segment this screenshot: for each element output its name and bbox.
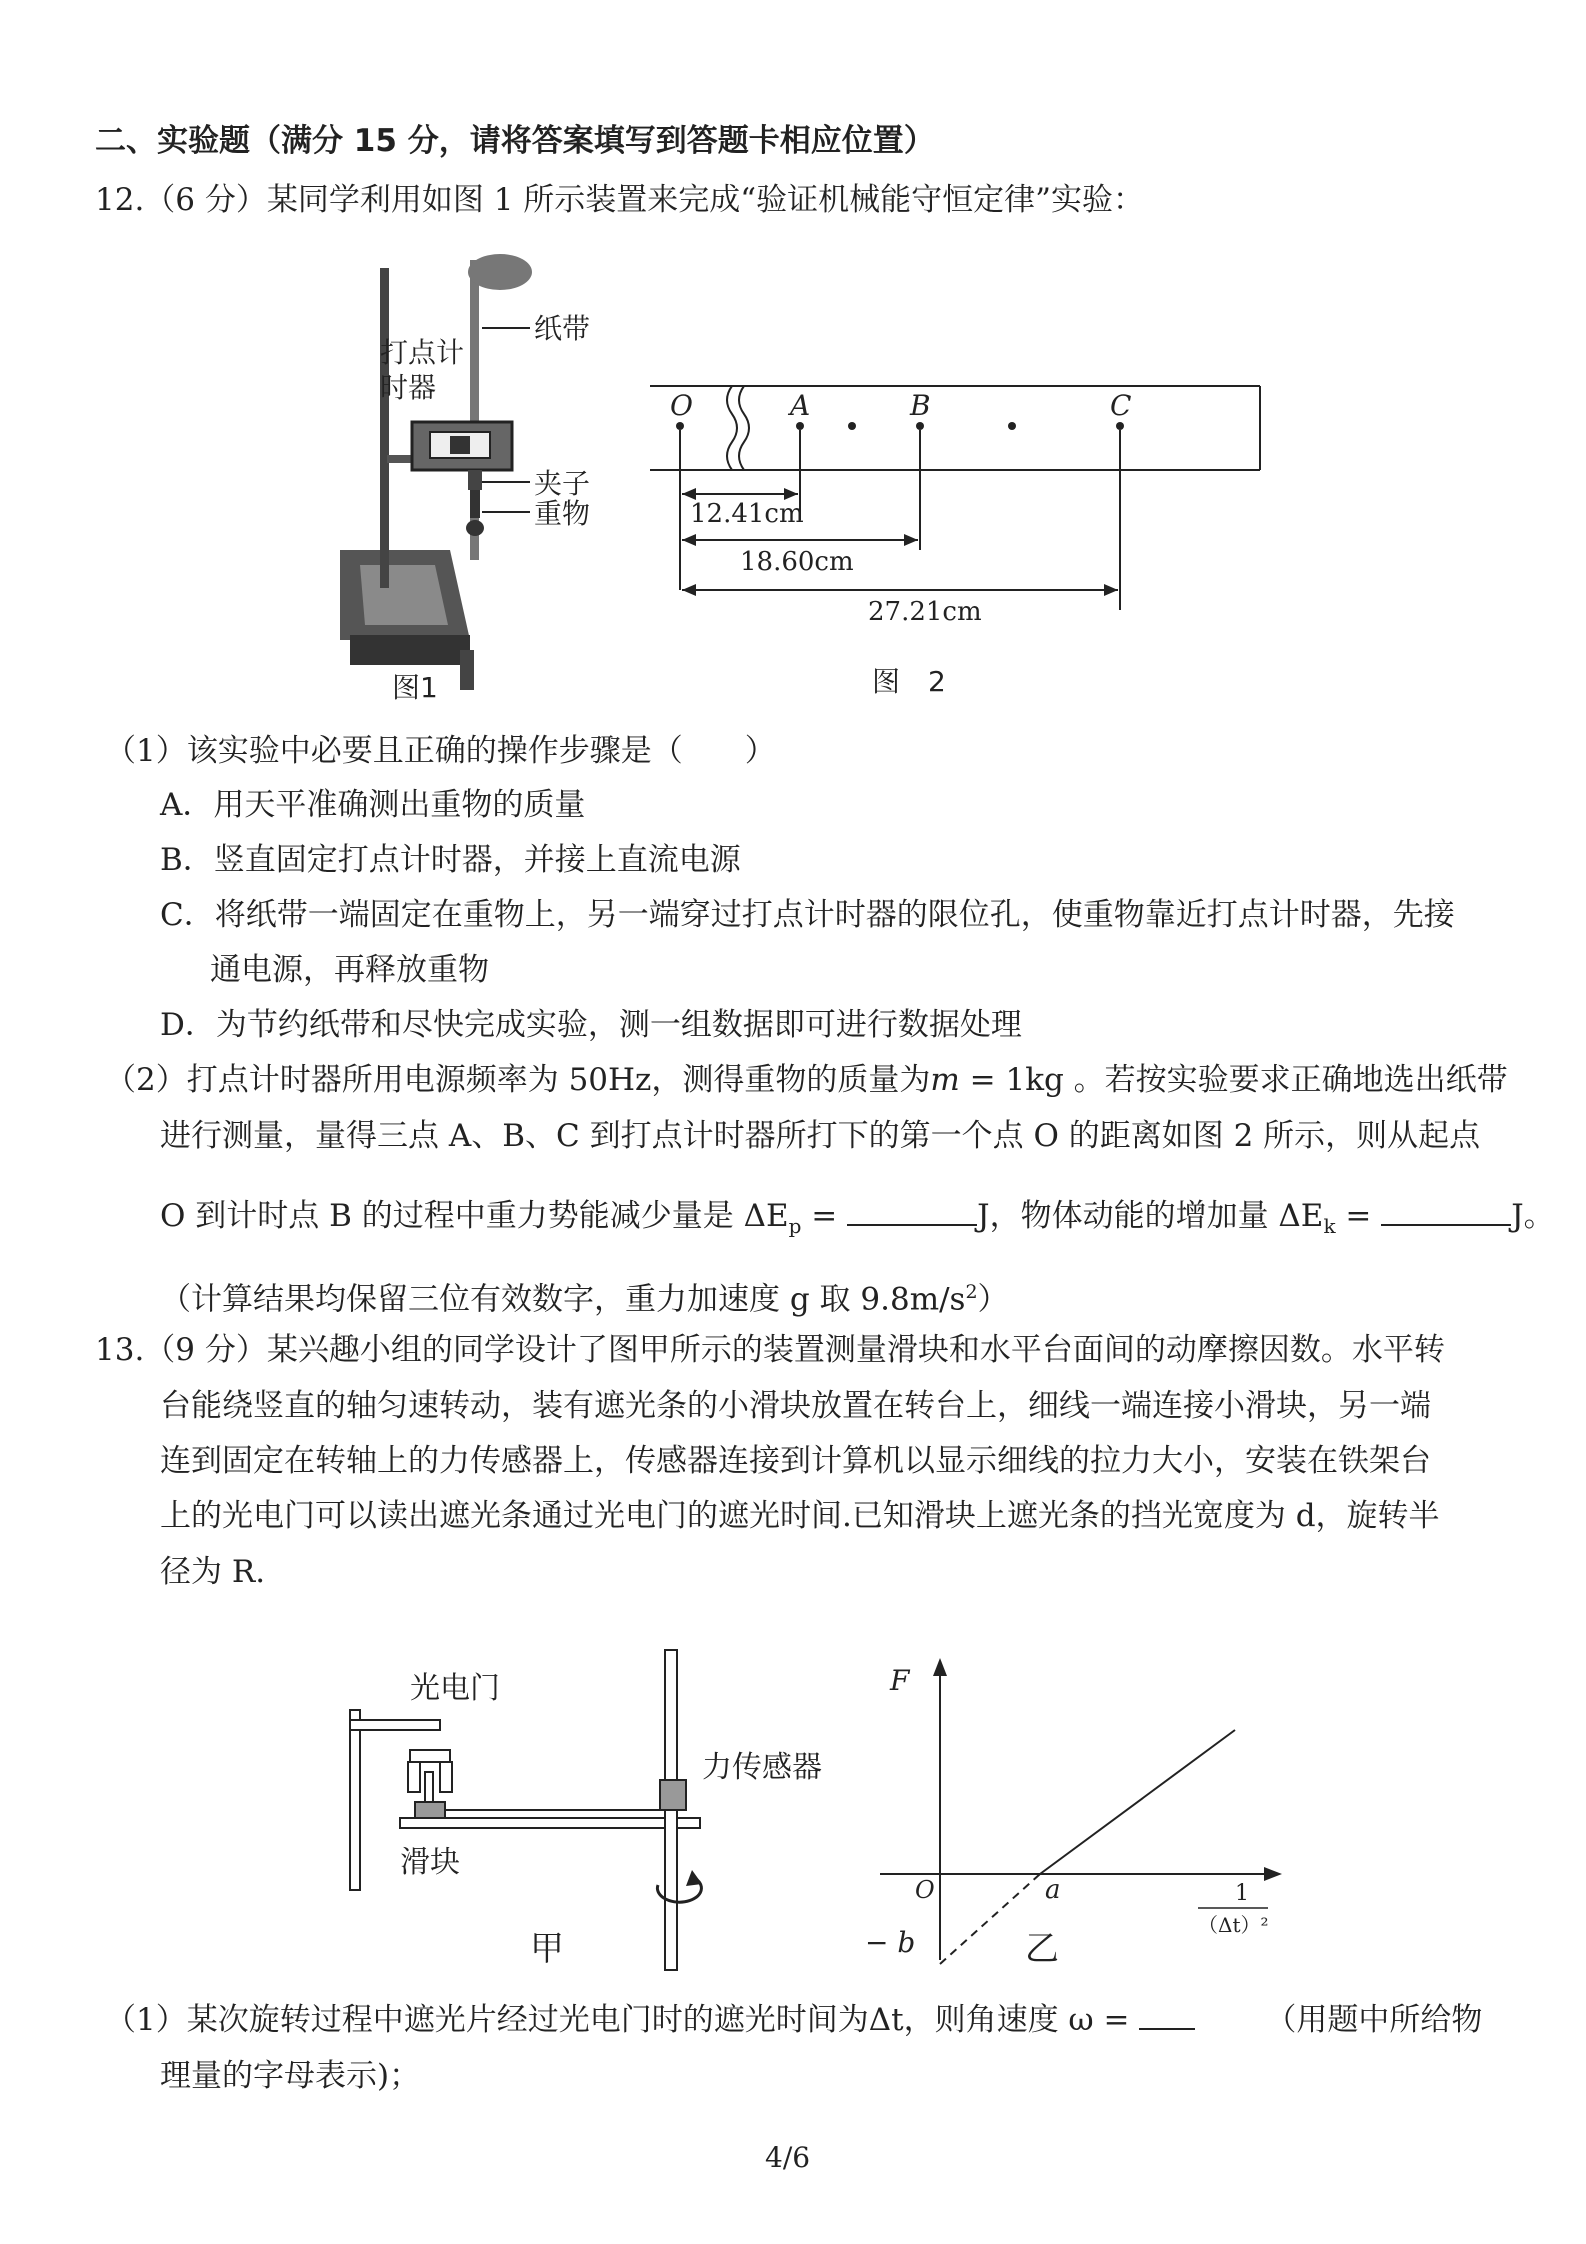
point-A: A (790, 389, 811, 422)
q12-option-a: A．用天平准确测出重物的质量 (160, 787, 586, 823)
y-axis-label: F (890, 1664, 910, 1697)
label-force-sensor: 力传感器 (702, 1750, 822, 1785)
dist-OB: 18.60cm (740, 547, 854, 577)
q12-part2-line1: （2）打点计时器所用电源频率为 50Hz，测得重物的质量为m = 1kg 。若按实验要求正确地选出纸带 (105, 1062, 1508, 1098)
x-axis-numerator: 1 (1235, 1881, 1249, 1906)
turntable (400, 1818, 700, 1828)
question-12-intro: 12.（6 分）某同学利用如图 1 所示装置来完成“验证机械能守恒定律”实验： (95, 182, 1145, 218)
label-tape: 纸带 (534, 312, 591, 345)
q12-part2-line3: O 到计时点 B 的过程中重力势能减少量是 $\Delta E_p = J$，物体动能的增加量 $\Delta E_k = J$。 (160, 1198, 1555, 1239)
figure-1-apparatus (320, 250, 591, 710)
q12-option-c-line2: 通电源，再释放重物 (210, 952, 489, 988)
point-B: B (910, 389, 931, 422)
figure-jia-apparatus (330, 1640, 850, 1980)
figure-jia-caption: 甲 (530, 1929, 564, 1969)
q13-part1-line1: （1）某次旋转过程中遮光片经过光电门时的遮光时间为Δt，则角速度 ω = （用题中所给物 (105, 2002, 1483, 2038)
q12-option-d: D．为节约纸带和尽快完成实验，测一组数据即可进行数据处理 (160, 1007, 1022, 1043)
figure-2-caption: 图 2 (872, 665, 946, 698)
q13-part1-line2: 理量的字母表示)； (160, 2058, 421, 2094)
slider (415, 1802, 445, 1818)
figure-yi-caption: 乙 (1025, 1929, 1059, 1969)
label-timer-2: 时器 (380, 371, 437, 404)
hand (468, 254, 532, 290)
figure-1-caption: 图1 (392, 671, 438, 704)
q13-line3: 连到固定在转轴上的力传感器上，传感器连接到计算机以显示细线的拉力大小，安装在铁架台 (160, 1443, 1431, 1479)
label-slider: 滑块 (400, 1845, 460, 1880)
x-intercept-label: a (1045, 1875, 1061, 1905)
answer-blank-delta-ep[interactable] (847, 1196, 977, 1226)
force-sensor (660, 1780, 686, 1810)
y-intercept-label: − b (865, 1926, 916, 1959)
x-axis-denominator: （Δt）² (1198, 1913, 1269, 1937)
answer-blank-delta-ek[interactable] (1381, 1196, 1511, 1226)
label-clip: 夹子 (534, 467, 591, 500)
clip (468, 470, 482, 490)
point-O: O (670, 389, 693, 422)
q13-line1: 13.（9 分）某兴趣小组的同学设计了图甲所示的装置测量滑块和水平台面间的动摩擦因数。水平转 (95, 1332, 1445, 1368)
figure-yi-graph (850, 1650, 1290, 1970)
label-weight: 重物 (534, 497, 591, 530)
label-timer-1: 打点计 (380, 336, 465, 369)
page-number: 4/6 (765, 2141, 811, 2174)
q13-line4: 上的光电门可以读出遮光条通过光电门的遮光时间.已知滑块上遮光条的挡光宽度为 d，旋转半 (160, 1498, 1440, 1534)
graph-line (1040, 1730, 1235, 1874)
dist-OA: 12.41cm (690, 499, 804, 529)
point-C: C (1110, 389, 1132, 422)
q12-part2-note: （计算结果均保留三位有效数字，重力加速度 g 取 $9.8m/s^2$） (160, 1281, 1009, 1318)
q13-line2: 台能绕竖直的轴匀速转动，装有遮光条的小滑块放置在转台上，细线一端连接小滑块，另一端 (160, 1388, 1431, 1424)
label-light-gate: 光电门 (410, 1671, 500, 1706)
answer-blank-omega[interactable] (1139, 2000, 1195, 2030)
light-gate (410, 1750, 450, 1762)
q12-option-b: B．竖直固定打点计时器，并接上直流电源 (160, 842, 741, 878)
q12-option-c-line1: C．将纸带一端固定在重物上，另一端穿过打点计时器的限位孔，使重物靠近打点计时器，先接 (160, 897, 1455, 933)
origin-label: O (915, 1876, 935, 1904)
q12-part1-stem: （1）该实验中必要且正确的操作步骤是（ ） (105, 733, 776, 769)
figure-2-tape (640, 370, 1280, 630)
section-title: 二、实验题（满分 15 分，请将答案填写到答题卡相应位置） (95, 123, 935, 159)
stand-rod (380, 268, 389, 588)
q12-part2-line2: 进行测量，量得三点 A、B、C 到打点计时器所打下的第一个点 O 的距离如图 2 所示，则从起点 (160, 1118, 1481, 1154)
weight (466, 520, 484, 536)
dist-OC: 27.21cm (868, 597, 982, 627)
q13-line5: 径为 R. (160, 1554, 266, 1590)
